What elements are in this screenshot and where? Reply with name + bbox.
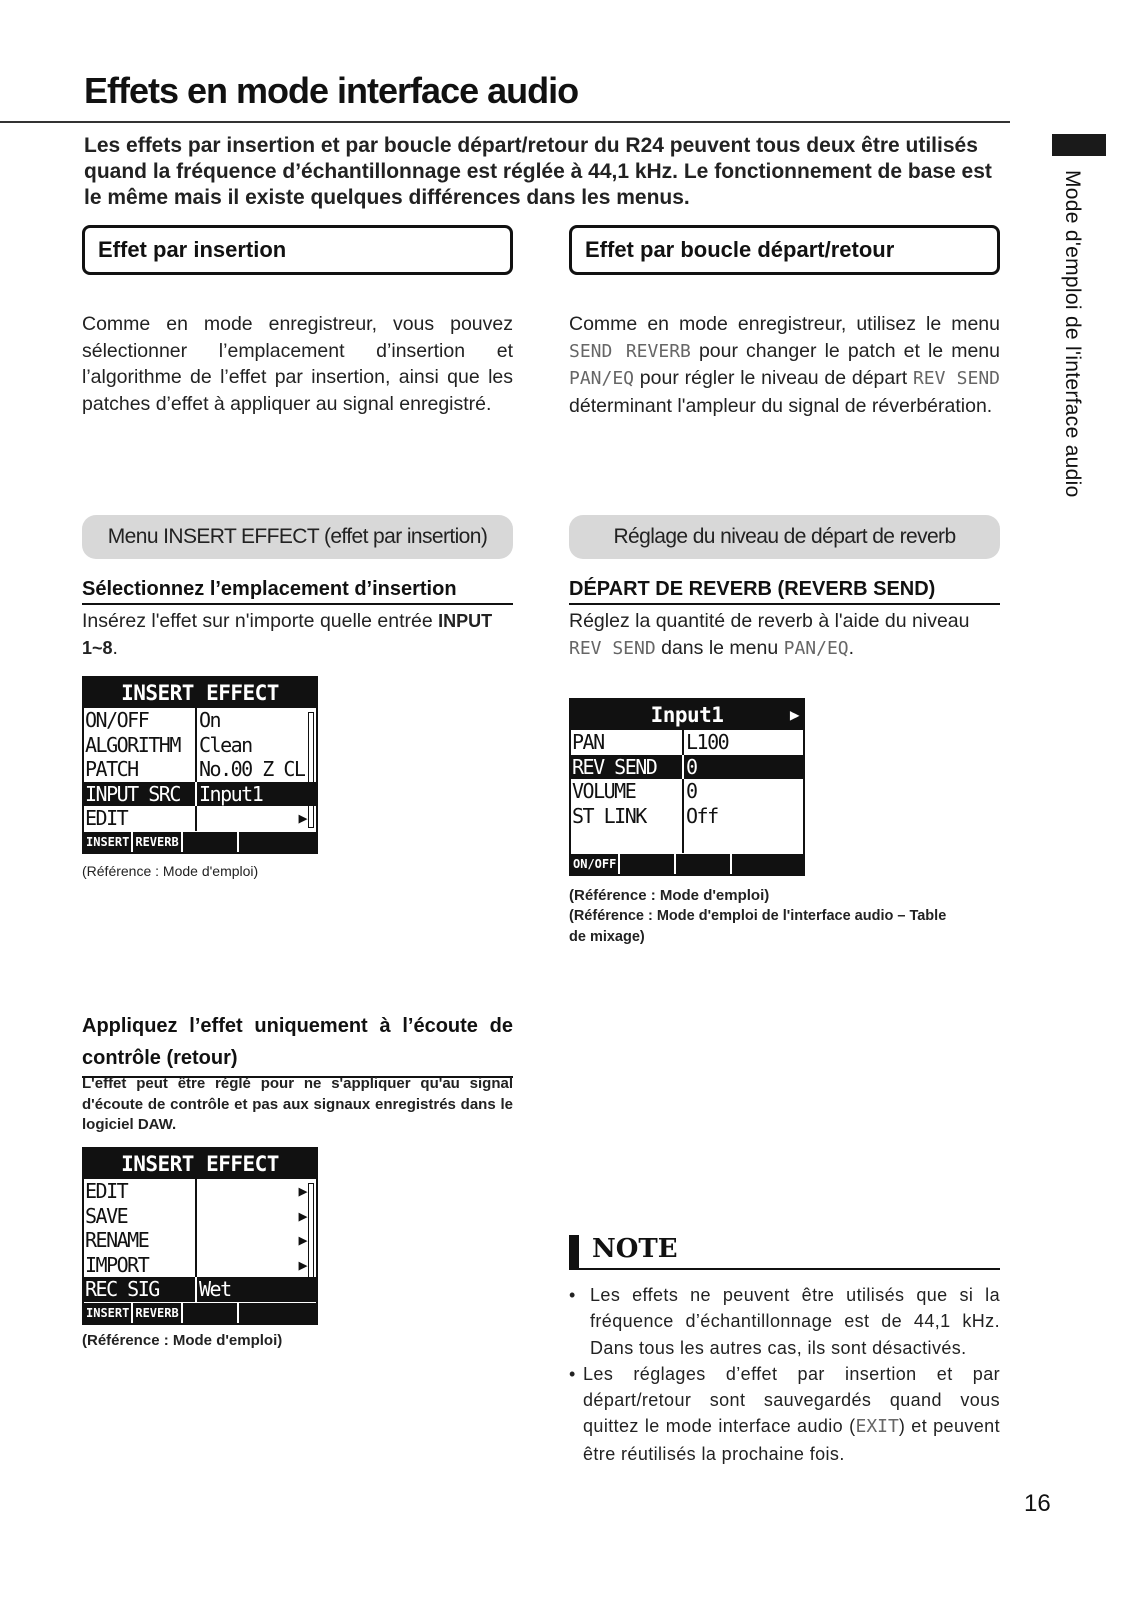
insert-effect-screen-1 (82, 676, 318, 854)
reference-3: (Référence : Mode d'emploi) (Référence : Mode d'emploi de l'interface audio – Table de mixage) (569, 887, 947, 945)
screen-row: ALGORITHM Clean (85, 732, 252, 757)
screen-row: ON/OFF On (85, 708, 221, 732)
play-arrow-icon: ▶ (298, 809, 306, 827)
insert-effect-description: Comme en mode enregistreur, vous pouvez sélectionner l’emplacement d’insertion et l’algorithme de l’effet par insertion, ainsi que les patches d’effet à appliquer au signal enregistré. (82, 313, 513, 415)
page-title: Effets en mode interface audio (84, 70, 579, 111)
reference-1: (Référence : Mode d'emploi) (82, 863, 259, 879)
screen-row: RENAME ▶ (85, 1228, 306, 1252)
note-item: • Les effets ne peuvent être utilisés que si la fréquence d’échantillonnage est de 44,1 kHz. Dans tous les autres cas, ils sont désactivés. (569, 1285, 1000, 1358)
note-divider (569, 1268, 1000, 1270)
reference-2: (Référence : Mode d'emploi) (82, 1332, 283, 1349)
insert-location-text-a: Insérez l'effet sur n'importe quelle entrée (82, 610, 439, 632)
side-tab-label: Mode d'emploi de l'interface audio (1061, 170, 1084, 498)
screen-2-menu (84, 1179, 316, 1303)
play-arrow-icon: ▶ (298, 1255, 306, 1274)
lcd-rev-send: REV SEND (912, 368, 1000, 389)
lcd-send-reverb: SEND REVERB (569, 340, 691, 362)
screen-row: PATCH No.00 Z CL (85, 757, 305, 781)
screen-row-selected: REV SEND 0 (571, 755, 803, 780)
screen-row: EDIT ▶ (85, 806, 306, 830)
side-tab-marker (1052, 134, 1106, 156)
reverb-send-heading: DÉPART DE REVERB (REVERB SEND) (569, 577, 1000, 605)
mixer-screen-menu (571, 730, 803, 854)
screen-row: ST LINK Off (572, 803, 718, 828)
note-list (569, 1282, 1000, 1467)
mixer-screen (569, 698, 805, 876)
monitor-only-heading: Appliquez l’effet uniquement à l’écoute de contrôle (retour) (82, 1010, 513, 1078)
screen-2-footer: INSERT REVERB (84, 1303, 316, 1323)
page-number: 16 (1024, 1490, 1051, 1517)
lcd-pan-eq: PAN/EQ (569, 368, 635, 389)
monitor-only-text: L'effet peut être réglé pour ne s'appliquer qu'au signal d'écoute de contrôle et pas aux signaux enregistrés dans le logiciel DAW. (82, 1075, 513, 1133)
screen-1-title: INSERT EFFECT (121, 681, 279, 705)
screen-1-menu (84, 708, 316, 832)
insert-effect-menu-pill: Menu INSERT EFFECT (effet par insertion) (82, 515, 513, 559)
note-item: • Les réglages d’effet par insertion et par départ/retour sont sauvegardés quand vous quittez le mode interface audio (EXIT) et peuvent être réutilisés la prochaine fois. (569, 1363, 1000, 1464)
mixer-screen-title: Input1 ▶ (571, 700, 803, 730)
screen-row: PAN L100 (572, 730, 729, 754)
screen-row: VOLUME 0 (572, 779, 697, 803)
insert-location-text-c: . (112, 636, 118, 659)
screen-row: EDIT ▶ (85, 1179, 306, 1203)
insert-effect-box-title: Effet par insertion (82, 225, 513, 275)
screen-row-selected: REC SIG Wet (84, 1277, 316, 1302)
insert-location-text (82, 608, 513, 661)
lcd-rev-send: REV SEND (569, 637, 656, 659)
input-range: INPUT 1~8 (82, 611, 493, 658)
lcd-exit: EXIT (855, 1416, 899, 1438)
intro-paragraph: Les effets par insertion et par boucle départ/retour du R24 peuvent tous deux être utilisés quand la fréquence d’échantillonnage est réglée à 44,1 kHz. Le fonctionnement de base est le même mais il existe quelques différences dans les menus. (84, 134, 992, 209)
title-divider (0, 121, 1010, 123)
mixer-screen-footer: ON/OFF (571, 854, 803, 874)
screen-1-footer: INSERT REVERB (84, 832, 316, 852)
send-return-box-title: Effet par boucle départ/retour (569, 225, 1000, 275)
play-arrow-icon: ▶ (298, 1206, 306, 1225)
screen-row (571, 828, 803, 853)
send-return-description: Comme en mode enregistreur, utilisez le menu SEND REVERB pour changer le patch et le menu PAN/EQ pour régler le niveau de départ REV SEND déterminant l'ampleur du signal de réverbération. (569, 313, 1000, 417)
insert-location-heading: Sélectionnez l’emplacement d’insertion (82, 577, 513, 605)
note-title: NOTE (592, 1234, 678, 1264)
lcd-pan-eq: PAN/EQ (783, 637, 849, 659)
play-arrow-icon: ▶ (298, 1231, 306, 1249)
screen-2-title: INSERT EFFECT (121, 1152, 279, 1176)
screen-row-selected: INPUT SRC Input1 (84, 782, 316, 807)
insert-effect-screen-2 (82, 1147, 318, 1325)
screen-row: IMPORT ▶ (85, 1252, 306, 1277)
scrollbar-icon (308, 712, 314, 828)
play-arrow-icon: ▶ (298, 1182, 306, 1200)
screen-row: SAVE ▶ (85, 1203, 306, 1228)
reverb-send-text: Réglez la quantité de reverb à l'aide du niveau REV SEND dans le menu PAN/EQ. (569, 610, 970, 659)
next-arrow-icon: ▶ (789, 705, 799, 724)
reverb-send-pill: Réglage du niveau de départ de reverb (569, 515, 1000, 559)
note-bar-icon (569, 1235, 579, 1269)
scrollbar-icon (308, 1183, 314, 1299)
